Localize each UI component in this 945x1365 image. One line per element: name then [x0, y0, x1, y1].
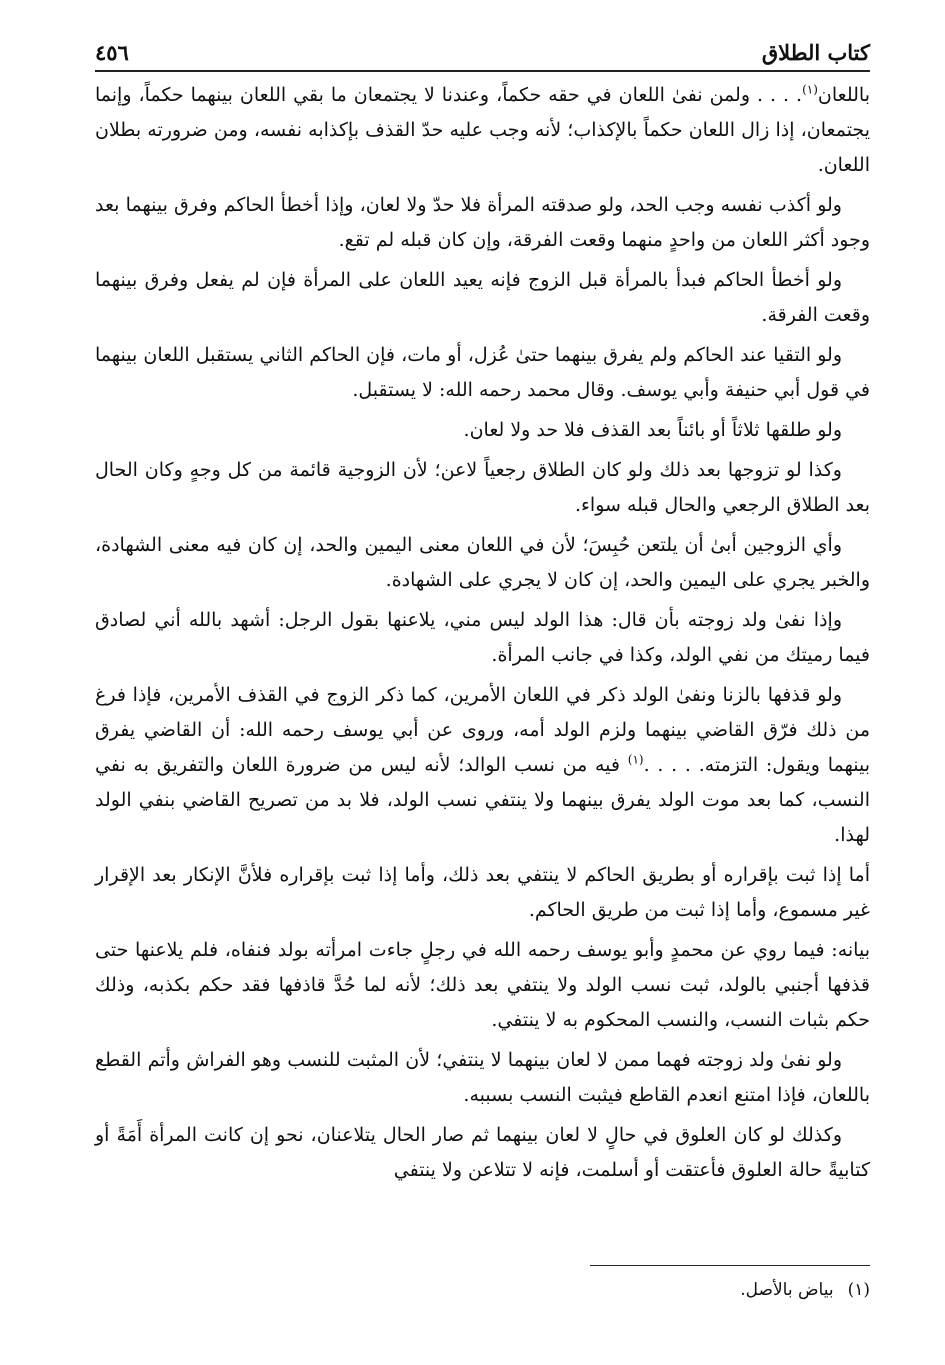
paragraph: بيانه: فيما روي عن محمدٍ وأبو يوسف رحمه الله في رجلٍ جاءت امرأته بولد فنفاه، فلم يلاعنها حتى قذفها أجنبي بالولد، ثبت نسب الولد ولا ينتفي بعد ذلك؛ لأنه لما حُدَّ قاذفها فقد حكم بكذبه، وذلك حكم بثبات النسب، والنسب المحكوم به لا ينتفي.	[95, 939, 870, 1031]
paragraph: ولو أخطأ الحاكم فبدأ بالمرأة قبل الزوج فإنه يعيد اللعان على المرأة فإن لم يفعل وفرق بينهما وقعت الفرقة.	[95, 269, 870, 326]
footnote-rule	[590, 1265, 870, 1266]
page-body	[95, 78, 870, 1193]
paragraph: أما إذا ثبت بإقراره أو بطريق الحاكم لا ينتفي بعد ذلك، وأما إذا ثبت بإقراره فلأنَّ الإنكار بعد الإقرار غير مسموع، وأما إذا ثبت من طريق الحاكم.	[95, 864, 870, 921]
page-header	[95, 36, 870, 68]
page-number: ٤٥٦	[95, 39, 129, 65]
paragraph: باللعان$^{(١)}$. . . . ولمن نفىٰ اللعان في حقه حكماً، وعندنا لا يجتمعان ما بقي اللعان بينهما حكماً، وإنما يجتمعان، إذا زال اللعان حكماً بالإكذاب؛ لأنه وجب عليه حدّ القذف بإكذابه نفسه، ومن ضرورته بطلان اللعان.	[95, 82, 870, 176]
running-title: كتاب الطلاق	[761, 39, 870, 65]
paragraph: ولو التقيا عند الحاكم ولم يفرق بينهما حتىٰ عُزل، أو مات، فإن الحاكم الثاني يستقبل اللعان بينهما في قول أبي حنيفة وأبي يوسف. وقال محمد رحمه الله: لا يستقبل.	[95, 344, 870, 401]
paragraph: وكذلك لو كان العلوق في حالٍ لا لعان بينهما ثم صار الحال يتلاعنان، نحو إن كانت المرأة أَمَةً أو كتابيةً حالة العلوق فأعتقت أو أسلمت، فإنه لا تتلاعن ولا ينتفي	[95, 1124, 870, 1181]
paragraph: ولو طلقها ثلاثاً أو بائناً بعد القذف فلا حد ولا لعان.	[463, 419, 842, 441]
footnote-mark: (١)	[847, 1280, 870, 1300]
paragraph: ولو أكذب نفسه وجب الحد، ولو صدقته المرأة فلا حدّ ولا لعان، وإذا أخطأ الحاكم وفرق بينهما بعد وجود أكثر اللعان من واحدٍ منهما وقعت الفرقة، وإن كان قبله لم تقع.	[95, 194, 870, 251]
paragraph: ولو نفىٰ ولد زوجته فهما ممن لا لعان بينهما لا ينتفي؛ لأن المثبت للنسب وهو الفراش وأتم القطع باللعان، فإذا امتنع انعدم القاطع فيثبت النسب بسببه.	[95, 1049, 870, 1106]
paragraph: وأي الزوجين أبىٰ أن يلتعن حُبِسَ؛ لأن في اللعان معنى اليمين والحد، إن كان فيه معنى الشهادة، والخبر يجري على اليمين والحد، إن كان لا يجري على الشهادة.	[95, 534, 870, 591]
footnote-ref: (١)	[627, 752, 644, 767]
footnote	[95, 1276, 870, 1304]
paragraph: وكذا لو تزوجها بعد ذلك ولو كان الطلاق رجعياً لاعن؛ لأن الزوجية قائمة من كل وجهٍ وكان الحال بعد الطلاق الرجعي والحال قبله سواء.	[95, 459, 870, 516]
paragraph: وإذا نفىٰ ولد زوجته بأن قال: هذا الولد ليس مني، يلاعنها بقول الرجل: أشهد بالله أني لصادق فيما رميتك من نفي الولد، وكذا في جانب المرأة.	[95, 609, 870, 666]
paragraph: ولو قذفها بالزنا ونفىٰ الولد ذكر في اللعان الأمرين، كما ذكر الزوج في القذف الأمرين، فإذا فرغ من ذلك فرّق القاضي بينهما ولزم الولد أمه، وروى عن أبي يوسف رحمه الله: أن القاضي يفرق بينهما ويقول: التزمته. . . . .$^{(١)}$ فيه من نسب الوالد؛ لأنه ليس من ضرورة اللعان والتفريق به نفي النسب، كما بعد موت الولد يفرق بينهما ولا ينتفي نسب الولد، فلا بد من تصريح القاضي بنفي الولد لهذا.	[95, 684, 871, 846]
footnote-ref: (١)	[802, 82, 818, 97]
header-rule	[95, 70, 870, 72]
footnote-text: بياض بالأصل.	[740, 1280, 834, 1300]
